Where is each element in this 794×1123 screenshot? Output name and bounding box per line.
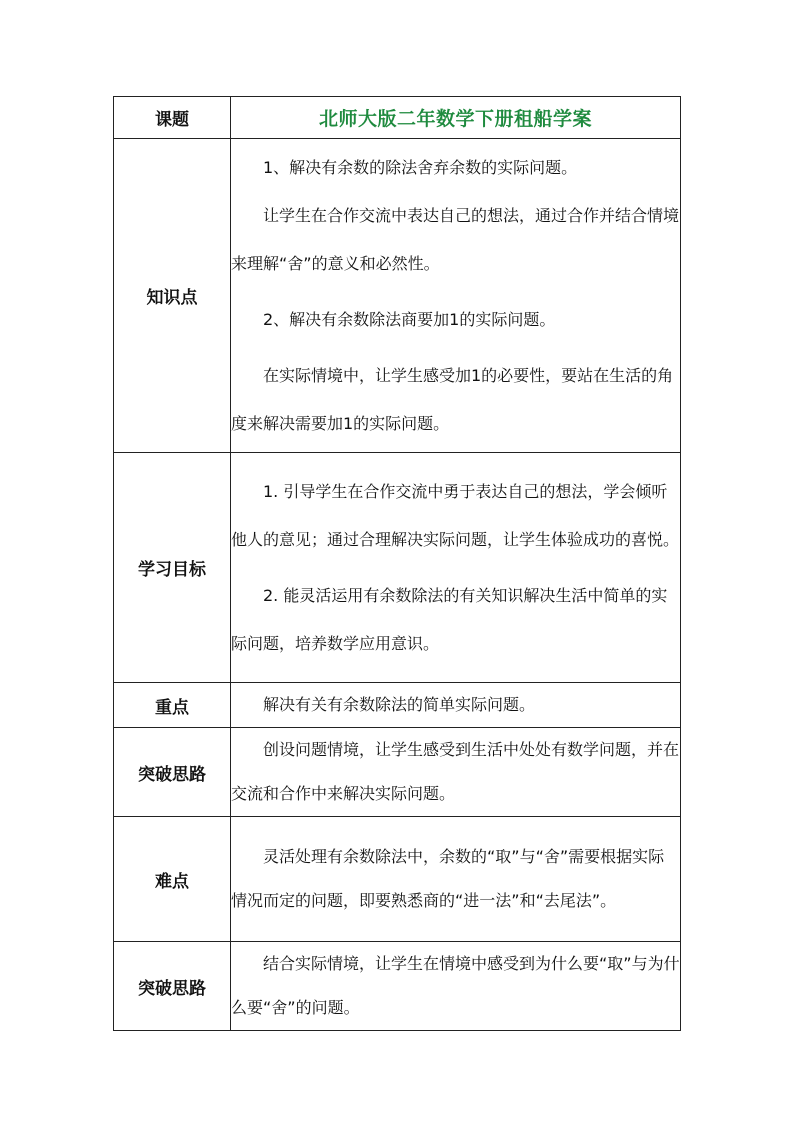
breakthrough-text-1: 创设问题情境，让学生感受到生活中处处有数学问题，并在交流和合作中来解决实际问题。 bbox=[231, 740, 680, 803]
difficulty-row bbox=[114, 817, 681, 942]
lesson-title-cell bbox=[231, 97, 681, 139]
breakthrough-label-2: 突破思路 bbox=[114, 942, 231, 1031]
lesson-title: 北师大版二年数学下册租船学案 bbox=[318, 108, 592, 130]
breakthrough-content-2 bbox=[231, 942, 681, 1031]
objectives-paragraph: 1. 引导学生在合作交流中勇于表达自己的想法，学会倾听他人的意见；通过合理解决实际问题，让学生体验成功的喜悦。 bbox=[231, 481, 680, 549]
knowledge-paragraph: 让学生在合作交流中表达自己的想法，通过合作并结合情境来理解“舍”的意义和必然性。 bbox=[231, 205, 680, 273]
knowledge-row bbox=[114, 139, 681, 453]
knowledge-content bbox=[231, 139, 681, 453]
knowledge-paragraph: 1、解决有余数的除法舍弃余数的实际问题。 bbox=[263, 157, 578, 177]
objectives-paragraph: 2. 能灵活运用有余数除法的有关知识解决生活中简单的实际问题，培养数学应用意识。 bbox=[231, 585, 668, 653]
objectives-content bbox=[231, 453, 681, 683]
difficulty-label: 难点 bbox=[114, 817, 231, 942]
difficulty-text: 灵活处理有余数除法中，余数的“取”与“舍”需要根据实际情况而定的问题，即要熟悉商的“进一法”和“去尾法”。 bbox=[231, 847, 665, 910]
knowledge-paragraph: 在实际情境中，让学生感受加1的必要性，要站在生活的角度来解决需要加1的实际问题。 bbox=[231, 365, 674, 433]
key-point-label: 重点 bbox=[114, 683, 231, 728]
header-row bbox=[114, 97, 681, 139]
objectives-row bbox=[114, 453, 681, 683]
header-label: 课题 bbox=[114, 97, 231, 139]
knowledge-label: 知识点 bbox=[114, 139, 231, 453]
breakthrough-content-1 bbox=[231, 728, 681, 817]
breakthrough-row-2 bbox=[114, 942, 681, 1031]
objectives-label: 学习目标 bbox=[114, 453, 231, 683]
key-point-content bbox=[231, 683, 681, 728]
breakthrough-row-1 bbox=[114, 728, 681, 817]
knowledge-paragraph: 2、解决有余数除法商要加1的实际问题。 bbox=[263, 309, 556, 329]
breakthrough-text-2: 结合实际情境，让学生在情境中感受到为什么要“取”与为什么要“舍”的问题。 bbox=[231, 954, 680, 1017]
key-point-text: 解决有关有余数除法的简单实际问题。 bbox=[263, 695, 536, 714]
key-point-row bbox=[114, 683, 681, 728]
breakthrough-label-1: 突破思路 bbox=[114, 728, 231, 817]
lesson-plan-table bbox=[113, 96, 681, 1031]
difficulty-content bbox=[231, 817, 681, 942]
